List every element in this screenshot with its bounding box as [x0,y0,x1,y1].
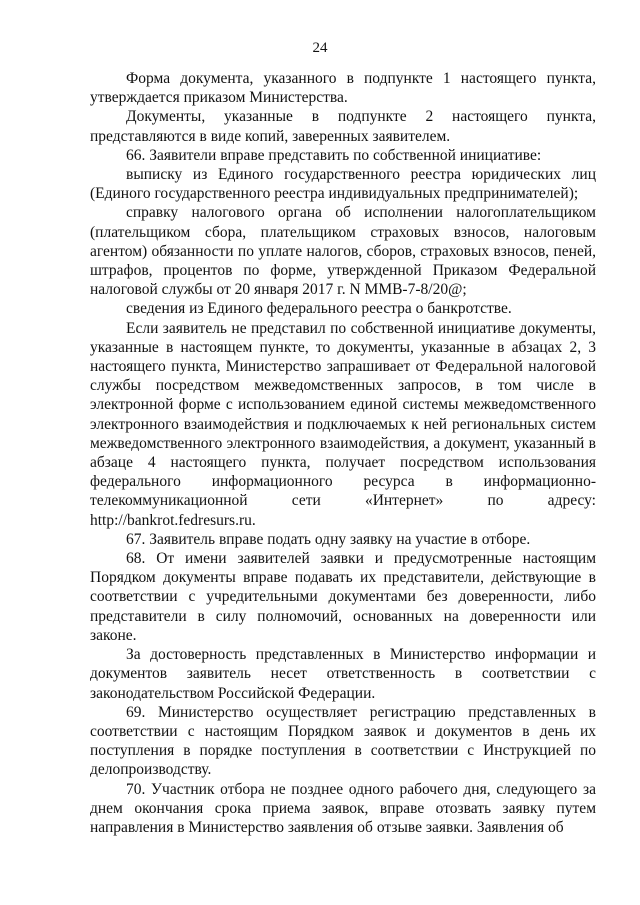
paragraph: справку налогового органа об исполнении налогоплательщиком (плательщиком сбора, плательщиком страховых взносов, налоговым агентом) обязанности по уплате налогов, сборов, страховых взносов, пеней, штрафов, процентов по форме, утвержденной Приказом Федеральной налоговой службы от 20 января 2017 г. N ММВ-7-8/20@; [90,204,596,299]
paragraph-item-68: 68. От имени заявителей заявки и предусмотренные настоящим Порядком документы вправе подавать их представители, действующие в соответствии с учредительными документами без доверенности, либо представители в силу полномочий, основанных на доверенности или законе. [90,550,596,644]
paragraph: Если заявитель не представил по собственной инициативе документы, указанные в настоящем пункте, то документы, указанные в абзацах 2, 3 настоящего пункта, Министерство запрашивает от Федеральной налоговой службы посредством межведомственных запросов, в том числе в электронной форме с использованием единой системы межведомственного электронного взаимодействия и подключаемых к ней региональных систем межведомственного электронного взаимодействия, а документ, указанный в абзаце 4 настоящего пункта, получает посредством использования федерального информационного ресурса в информационно-телекоммуникационной сети «Интернет» по адресу: http://bankrot.fedresurs.ru. [90,319,596,529]
paragraph-item-69: 69. Министерство осуществляет регистрацию представленных в соответствии с настоящим Порядком заявок и документов в день их поступления в порядке поступления в соответствии с Инструкцией по делопроизводству. [90,703,596,779]
document-body [90,69,596,837]
paragraph-item-66: 66. Заявители вправе представить по собственной инициативе: [126,146,542,164]
paragraph: За достоверность представленных в Министерство информации и документов заявитель несет ответственность в соответствии с законодательством Российской Федерации. [90,646,596,702]
paragraph-item-70: 70. Участник отбора не позднее одного рабочего дня, следующего за днем окончания срока приема заявок, вправе отозвать заявку путем направления в Министерство заявления об отзыве заявки. Заявления об [90,780,596,836]
paragraph: Форма документа, указанного в подпункте 1 настоящего пункта, утверждается приказом Министерства. [90,70,596,107]
paragraph: Документы, указанные в подпункте 2 настоящего пункта, представляются в виде копий, заверенных заявителем. [90,108,596,145]
paragraph-item-67: 67. Заявитель вправе подать одну заявку на участие в отборе. [126,530,531,548]
paragraph: выписку из Единого государственного реестра юридических лиц (Единого государственного реестра индивидуальных предпринимателей); [90,166,596,203]
page-number: 24 [312,40,328,56]
paragraph: сведения из Единого федерального реестра о банкротстве. [126,300,512,318]
